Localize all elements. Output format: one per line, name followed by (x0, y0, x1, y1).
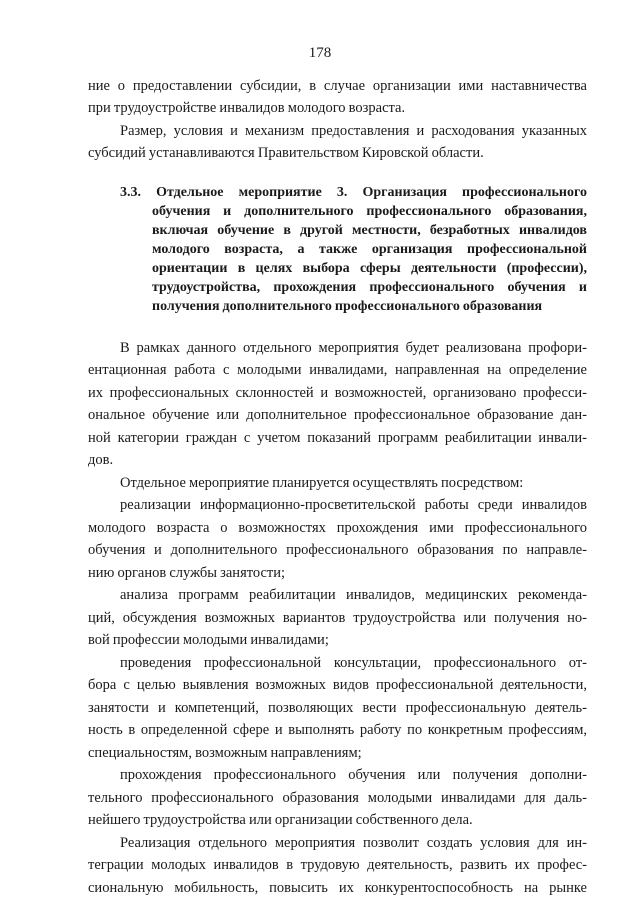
text-line: ность в определенной сфере и выполнять работу по конкретным профессиям, (88, 722, 587, 738)
text-line: ций, обсуждения возможных вариантов трудоустройства или получения но- (88, 610, 587, 626)
text-line: Реализация отдельного мероприятия позволит создать условия для ин- (120, 835, 587, 851)
section-heading-line: получения дополнительного профессионального образования (152, 299, 543, 314)
text-line: ональное обучение или дополнительное профессиональное образование дан- (88, 407, 587, 423)
text-line: их профессиональных склонностей и возможностей, организовано професси- (88, 385, 587, 401)
text-line: ной категории граждан с учетом показаний программ реабилитации инвали- (88, 430, 587, 446)
text-line: проведения профессиональной консультации, профессионального от- (120, 655, 587, 671)
text-line: ентационная работа с молодыми инвалидами, направленная на определение (88, 362, 587, 378)
text-line: теграции молодых инвалидов в трудовую деятельность, развить их профес- (88, 857, 587, 873)
text-line: нию органов службы занятости; (88, 565, 286, 581)
text-line: бора с целью выявления возможных видов профессиональной деятельности, (88, 677, 587, 693)
text-line: нейшего трудоустройства или организации собственного дела. (88, 812, 473, 828)
text-line: обучения и дополнительного профессионального образования по направле- (88, 542, 587, 558)
text-line: дов. (88, 452, 114, 468)
section-heading-line: включая обучение в другой местности, безработных инвалидов (152, 223, 587, 238)
text-line: специальностям, возможным направлениям; (88, 745, 362, 761)
text-line: вой профессии молодыми инвалидами; (88, 632, 329, 648)
text-line: Отдельное мероприятие планируется осуществлять посредством: (120, 475, 524, 491)
page-number: 178 (308, 45, 332, 61)
section-heading-line: молодого возраста, а также организация профессиональной (152, 242, 587, 257)
text-line: прохождения профессионального обучения или получения дополни- (120, 767, 587, 783)
section-heading-line: обучения и дополнительного профессионального образования, (152, 204, 587, 219)
text-line: анализа программ реабилитации инвалидов, медицинских рекоменда- (120, 587, 587, 603)
section-heading-line: ориентации в целях выбора сферы деятельности (профессии), (152, 261, 587, 276)
text-line: при трудоустройстве инвалидов молодого возраста. (88, 100, 406, 116)
text-line: ние о предоставлении субсидии, в случае организации ими наставничества (88, 78, 587, 94)
text-line: субсидий устанавливаются Правительством Кировской области. (88, 145, 484, 161)
text-line: занятости и компетенций, позволяющих вести профессиональную деятель- (88, 700, 587, 716)
text-line: тельного профессионального образования молодыми инвалидами для даль- (88, 790, 587, 806)
text-line: реализации информационно-просветительской работы среди инвалидов (120, 497, 587, 513)
text-line: молодого возраста о возможностях прохождения ими профессионального (88, 520, 587, 536)
text-line: В рамках данного отдельного мероприятия будет реализована профори- (120, 340, 587, 356)
section-heading-line: трудоустройства, прохождения профессионального обучения и (152, 280, 587, 295)
section-heading-line: 3.3. Отдельное мероприятие 3. Организация профессионального (120, 185, 587, 200)
text-line: сиональную мобильность, повысить их конкурентоспособность на рынке (88, 880, 587, 896)
text-line: Размер, условия и механизм предоставления и расходования указанных (120, 123, 587, 139)
